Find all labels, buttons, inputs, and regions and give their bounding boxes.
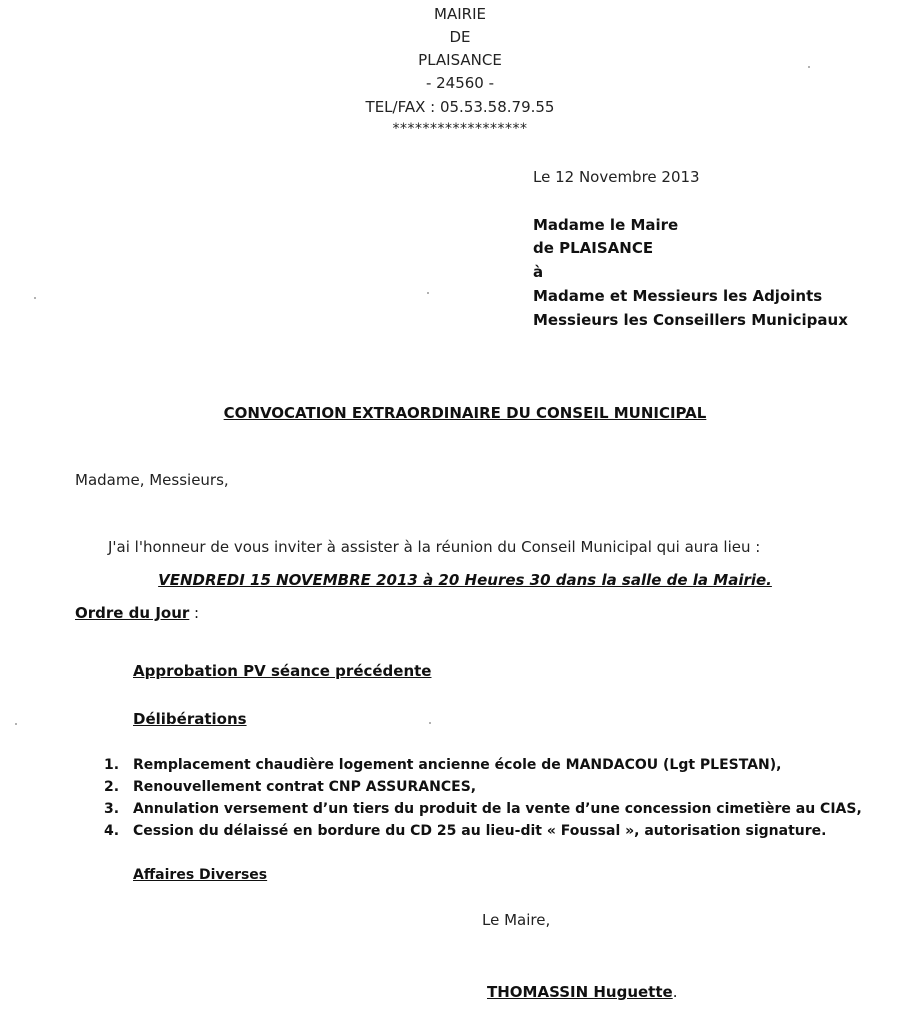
- agenda-item: [104, 801, 862, 817]
- closing-title: Le Maire,: [482, 911, 551, 929]
- agenda-section-deliberations: Délibérations: [133, 710, 247, 728]
- agenda-label: Ordre du Jour: [75, 604, 190, 622]
- sender-line-2: de PLAISANCE: [533, 239, 654, 257]
- agenda-label-suffix: :: [189, 604, 200, 622]
- scan-speck: [427, 292, 429, 294]
- signature: [487, 983, 677, 1001]
- agenda-heading: [75, 604, 199, 622]
- scan-speck: [429, 722, 431, 724]
- header-separator: ******************: [392, 121, 528, 137]
- agenda-item-number: 3.: [104, 801, 120, 817]
- signature-suffix: .: [672, 983, 678, 1001]
- header-postcode: - 24560 -: [425, 74, 495, 92]
- addressee-connector: à: [533, 263, 544, 281]
- header-phone: TEL/FAX : 05.53.58.79.55: [365, 98, 555, 116]
- agenda-item-text: Remplacement chaudière logement ancienne école de MANDACOU (Lgt PLESTAN),: [133, 757, 782, 773]
- agenda-item-text: Renouvellement contrat CNP ASSURANCES,: [133, 779, 477, 795]
- agenda-item: [104, 757, 781, 773]
- recipient-line-1: Madame et Messieurs les Adjoints: [533, 287, 823, 305]
- signature-name: THOMASSIN Huguette: [487, 983, 673, 1001]
- agenda-item-number: 4.: [104, 823, 120, 839]
- header-town: PLAISANCE: [418, 51, 502, 69]
- recipient-line-2: Messieurs les Conseillers Municipaux: [533, 311, 848, 329]
- scan-speck: [808, 66, 810, 68]
- intro-paragraph: J'ai l'honneur de vous inviter à assister à la réunion du Conseil Municipal qui aura lieu :: [108, 538, 761, 556]
- agenda-item-text: Annulation versement d’un tiers du produit de la vente d’une concession cimetière au CIAS,: [133, 801, 862, 817]
- letter-date: Le 12 Novembre 2013: [533, 168, 700, 186]
- header-mairie: MAIRIE: [434, 5, 486, 23]
- scan-speck: [34, 297, 36, 299]
- agenda-item-text: Cession du délaissé en bordure du CD 25 au lieu-dit « Foussal », autorisation signature.: [133, 823, 827, 839]
- agenda-item: [104, 823, 826, 839]
- scan-speck: [15, 723, 17, 725]
- sender-line-1: Madame le Maire: [533, 216, 679, 234]
- meeting-details: VENDREDI 15 NOVEMBRE 2013 à 20 Heures 30 dans la salle de la Mairie.: [158, 571, 772, 589]
- header-de: DE: [449, 28, 471, 46]
- agenda-item-number: 1.: [104, 757, 120, 773]
- salutation: Madame, Messieurs,: [75, 471, 229, 489]
- agenda-section-misc: Affaires Diverses: [133, 867, 268, 883]
- agenda-section-approval: Approbation PV séance précédente: [133, 662, 432, 680]
- document-title: CONVOCATION EXTRAORDINAIRE DU CONSEIL MUNICIPAL: [223, 404, 707, 422]
- agenda-item-number: 2.: [104, 779, 120, 795]
- agenda-item: [104, 779, 476, 795]
